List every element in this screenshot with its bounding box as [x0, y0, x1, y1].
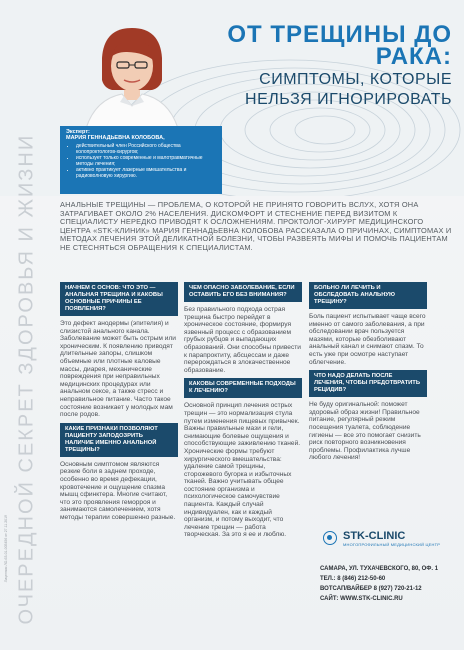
answer-text: Не буду оригинальной: поможет здоровый образ жизни! Правильное питание, регулярный режим посещения туалета, соблюдение гигиены — все это помогает снизить риск повторного возникновения проблемы. Профилактика лучше любого лечения!: [309, 401, 421, 462]
question-heading: ЧТО НАДО ДЕЛАТЬ ПОСЛЕ ЛЕЧЕНИЯ, ЧТОБЫ ПРЕДОТВРАТИТЬ РЕЦИДИВ?: [309, 370, 427, 397]
expert-label: Эксперт:: [66, 129, 90, 135]
clinic-site: САЙТ: WWW.STK-CLINIC.RU: [320, 596, 403, 602]
clinic-logo-icon: [323, 531, 337, 545]
vertical-side-text: ОЧЕРЕДНОЙ СЕКРЕТ ЗДОРОВЬЯ И ЖИЗНИ: [15, 133, 38, 625]
clinic-phone: ТЕЛ.: 8 (846) 212-50-60: [320, 576, 386, 582]
expert-bullets: [66, 143, 216, 179]
answer-text: Основной принцип лечения острых трещин — это нормализация стула путем изменения пищевых привычек. Важны правильные мази и гели, снимающие болевые ощущения и способствующие заживлению тканей. Хронические формы требуют хирургического вмешательства: удаление самой трещины, сторожевого бугорка и избыточных тканей. Важно учитывать общее состояние организма и психологическое самочувствие пациента. Каждый случай индивидуален, как и каждый организм, и потому выходит, что лечение трещин — работа творческая. За это я ее и люблю.: [184, 402, 301, 539]
question-heading: БОЛЬНО ЛИ ЛЕЧИТЬ И ОБСЛЕДОВАТЬ АНАЛЬНУЮ ТРЕЩИНУ?: [309, 282, 427, 309]
expert-name: МАРИЯ ГЕННАДЬЕВНА КОЛОБОВА,: [66, 135, 165, 141]
headline-subtitle-2: НЕЛЬЗЯ ИГНОРИРОВАТЬ: [245, 91, 452, 108]
expert-bullet: • активно практикует лазерные вмешательства и радиоволновую хирургию.: [76, 167, 216, 179]
clinic-viber: ВОТСАП/ВАЙБЕР 8 (927) 720-21-12: [320, 586, 422, 592]
expert-bullet: • использует только современные и малотравматичные методы лечения;: [76, 155, 216, 167]
question-heading: КАКОВЫ СОВРЕМЕННЫЕ ПОДХОДЫ К ЛЕЧЕНИЮ?: [184, 378, 302, 398]
question-heading: ЧЕМ ОПАСНО ЗАБОЛЕВАНИЕ, ЕСЛИ ОСТАВИТЬ ЕГО БЕЗ ВНИМАНИЯ?: [184, 282, 302, 302]
column-3: [309, 282, 427, 466]
answer-text: Боль пациент испытывает чаще всего именно от самого заболевания, а при обследовании врач пользуется мазями, которые обезболивают анальный канал и снимают спазм. То есть уже при осмотре наступает облегчение.: [309, 313, 426, 366]
clinic-contacts: [320, 564, 438, 604]
question-heading: НАЧНЕМ С ОСНОВ: ЧТО ЭТО — АНАЛЬНАЯ ТРЕЩИНА И КАКОВЫ ОСНОВНЫЕ ПРИЧИНЫ ЕЕ ПОЯВЛЕНИЯ?: [60, 282, 178, 316]
column-2: [184, 282, 302, 543]
header-band: [0, 0, 464, 196]
headline-subtitle-1: СИМПТОМЫ, КОТОРЫЕ: [259, 71, 452, 88]
license-footnote: Лицензия ЛО-63-01-005456 от 27.11.2019: [4, 515, 8, 583]
headline-title: ОТ ТРЕЩИНЫ ДО РАКА:: [227, 21, 452, 70]
clinic-address: САМАРА, УЛ. ТУХАЧЕВСКОГО, 80, ОФ. 1: [320, 566, 439, 572]
answer-text: Без правильного подхода острая трещина быстро перейдет в хроническое состояние, формируя язвенный процесс с образованием грубых рубцов и выпадающих образований. Они способны привести к парапроктиту, абсцессам и даже перерождаться в злокачественное образование.: [184, 306, 301, 374]
headline: [222, 21, 452, 108]
expert-bullet: • действительный член Российского общества колопроктологов-хирургов;: [76, 143, 216, 155]
lead-paragraph: АНАЛЬНЫЕ ТРЕЩИНЫ — ПРОБЛЕМА, О КОТОРОЙ НЕ ПРИНЯТО ГОВОРИТЬ ВСЛУХ, ХОТЯ ОНА ЗАТРАГИВАЕТ ОКОЛО 2% НАСЕЛЕНИЯ. ДИСКОМФОРТ И СТЕСНЕНИЕ ПЕРЕД ВИЗИТОМ К СПЕЦИАЛИСТУ НЕРЕДКО ПРИВОДЯТ К ОСЛОЖНЕНИЯМ. ПРОКТОЛОГ-ХИРУРГ МЕДИЦИНСКОГО ЦЕНТРА «STK-КЛИНИК» МАРИЯ ГЕННАДЬЕВНА КОЛОБОВА РАССКАЗАЛА О ПРИЧИНАХ, СИМПТОМАХ И МЕТОДАХ ЛЕЧЕНИЯ ЭТОЙ ДЕЛИКАТНОЙ БОЛЕЗНИ, ЧТОБЫ РАЗВЕЯТЬ МИФЫ И ПОМОЧЬ ПАЦИЕНТАМ НЕ СТЕСНЯТЬСЯ ОБРАЩЕНИЯ К СПЕЦИАЛИСТАМ.: [60, 200, 452, 252]
question-heading: КАКИЕ ПРИЗНАКИ ПОЗВОЛЯЮТ ПАЦИЕНТУ ЗАПОДОЗРИТЬ НАЛИЧИЕ ИМЕННО АНАЛЬНОЙ ТРЕЩИНЫ?: [60, 423, 178, 457]
column-1: [60, 282, 178, 525]
expert-box: [60, 126, 222, 194]
answer-text: Это дефект анодермы (эпителия) и слизистой анального канала. Заболевание может быть острым или хроническим. К появлению приводят длительные запоры, слишком объемные или плотные каловые массы, диарея, механические повреждения при неправильных медицинских процедурах или анальном сексе, а также стресс и неправильное питание. Часто такое состояние возникает у молодых мам после родов.: [60, 320, 176, 419]
doctor-photo: [72, 18, 190, 136]
clinic-brand: STK-CLINIC: [343, 530, 406, 542]
clinic-tagline: МНОГОПРОФИЛЬНЫЙ МЕДИЦИНСКИЙ ЦЕНТР: [343, 542, 441, 547]
answer-text: Основным симптомом являются резкие боли в заднем проходе, особенно во время дефекации, кровотечение и ощущение спазма мышц сфинктера. Многие считают, что это проявления геморроя и занимаются самолечением, хотя методы терапии совершенно разные.: [60, 460, 176, 521]
